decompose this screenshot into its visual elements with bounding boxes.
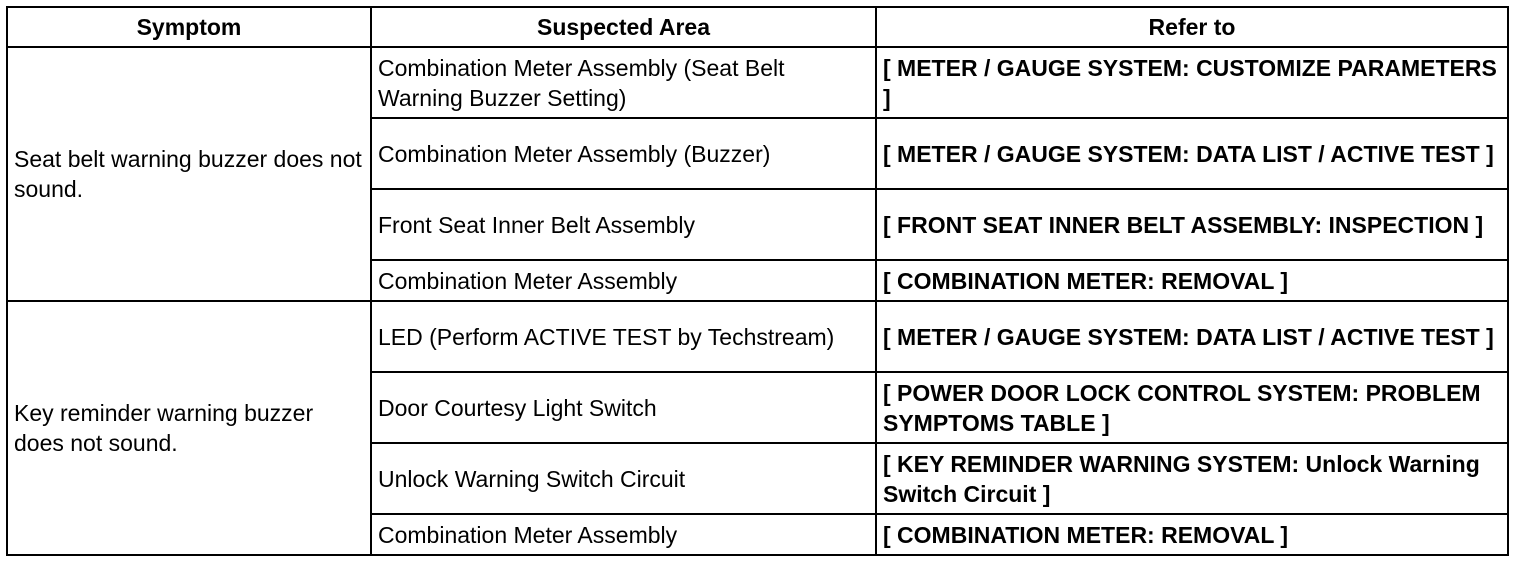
suspected-area-cell: Door Courtesy Light Switch: [371, 372, 876, 443]
refer-link[interactable]: [ KEY REMINDER WARNING SYSTEM: Unlock Warning Switch Circuit ]: [876, 443, 1508, 514]
symptom-cell: Seat belt warning buzzer does not sound.: [7, 47, 371, 301]
suspected-area-cell: Combination Meter Assembly (Seat Belt Warning Buzzer Setting): [371, 47, 876, 118]
troubleshooting-table: [6, 6, 1509, 556]
suspected-area-cell: LED (Perform ACTIVE TEST by Techstream): [371, 301, 876, 372]
refer-link[interactable]: [ COMBINATION METER: REMOVAL ]: [876, 514, 1508, 555]
suspected-area-cell: Unlock Warning Switch Circuit: [371, 443, 876, 514]
refer-link[interactable]: [ METER / GAUGE SYSTEM: DATA LIST / ACTIVE TEST ]: [876, 301, 1508, 372]
suspected-area-cell: Combination Meter Assembly (Buzzer): [371, 118, 876, 189]
header-row: [7, 7, 1508, 47]
refer-link[interactable]: [ COMBINATION METER: REMOVAL ]: [876, 260, 1508, 301]
symptom-cell: Key reminder warning buzzer does not sound.: [7, 301, 371, 555]
table-row: [7, 301, 1508, 372]
table-row: [7, 47, 1508, 118]
refer-link[interactable]: [ METER / GAUGE SYSTEM: CUSTOMIZE PARAMETERS ]: [876, 47, 1508, 118]
header-refer-to: Refer to: [876, 7, 1508, 47]
refer-link[interactable]: [ METER / GAUGE SYSTEM: DATA LIST / ACTIVE TEST ]: [876, 118, 1508, 189]
refer-link[interactable]: [ FRONT SEAT INNER BELT ASSEMBLY: INSPECTION ]: [876, 189, 1508, 260]
header-symptom: Symptom: [7, 7, 371, 47]
suspected-area-cell: Front Seat Inner Belt Assembly: [371, 189, 876, 260]
header-suspected-area: Suspected Area: [371, 7, 876, 47]
refer-link[interactable]: [ POWER DOOR LOCK CONTROL SYSTEM: PROBLEM SYMPTOMS TABLE ]: [876, 372, 1508, 443]
suspected-area-cell: Combination Meter Assembly: [371, 260, 876, 301]
suspected-area-cell: Combination Meter Assembly: [371, 514, 876, 555]
